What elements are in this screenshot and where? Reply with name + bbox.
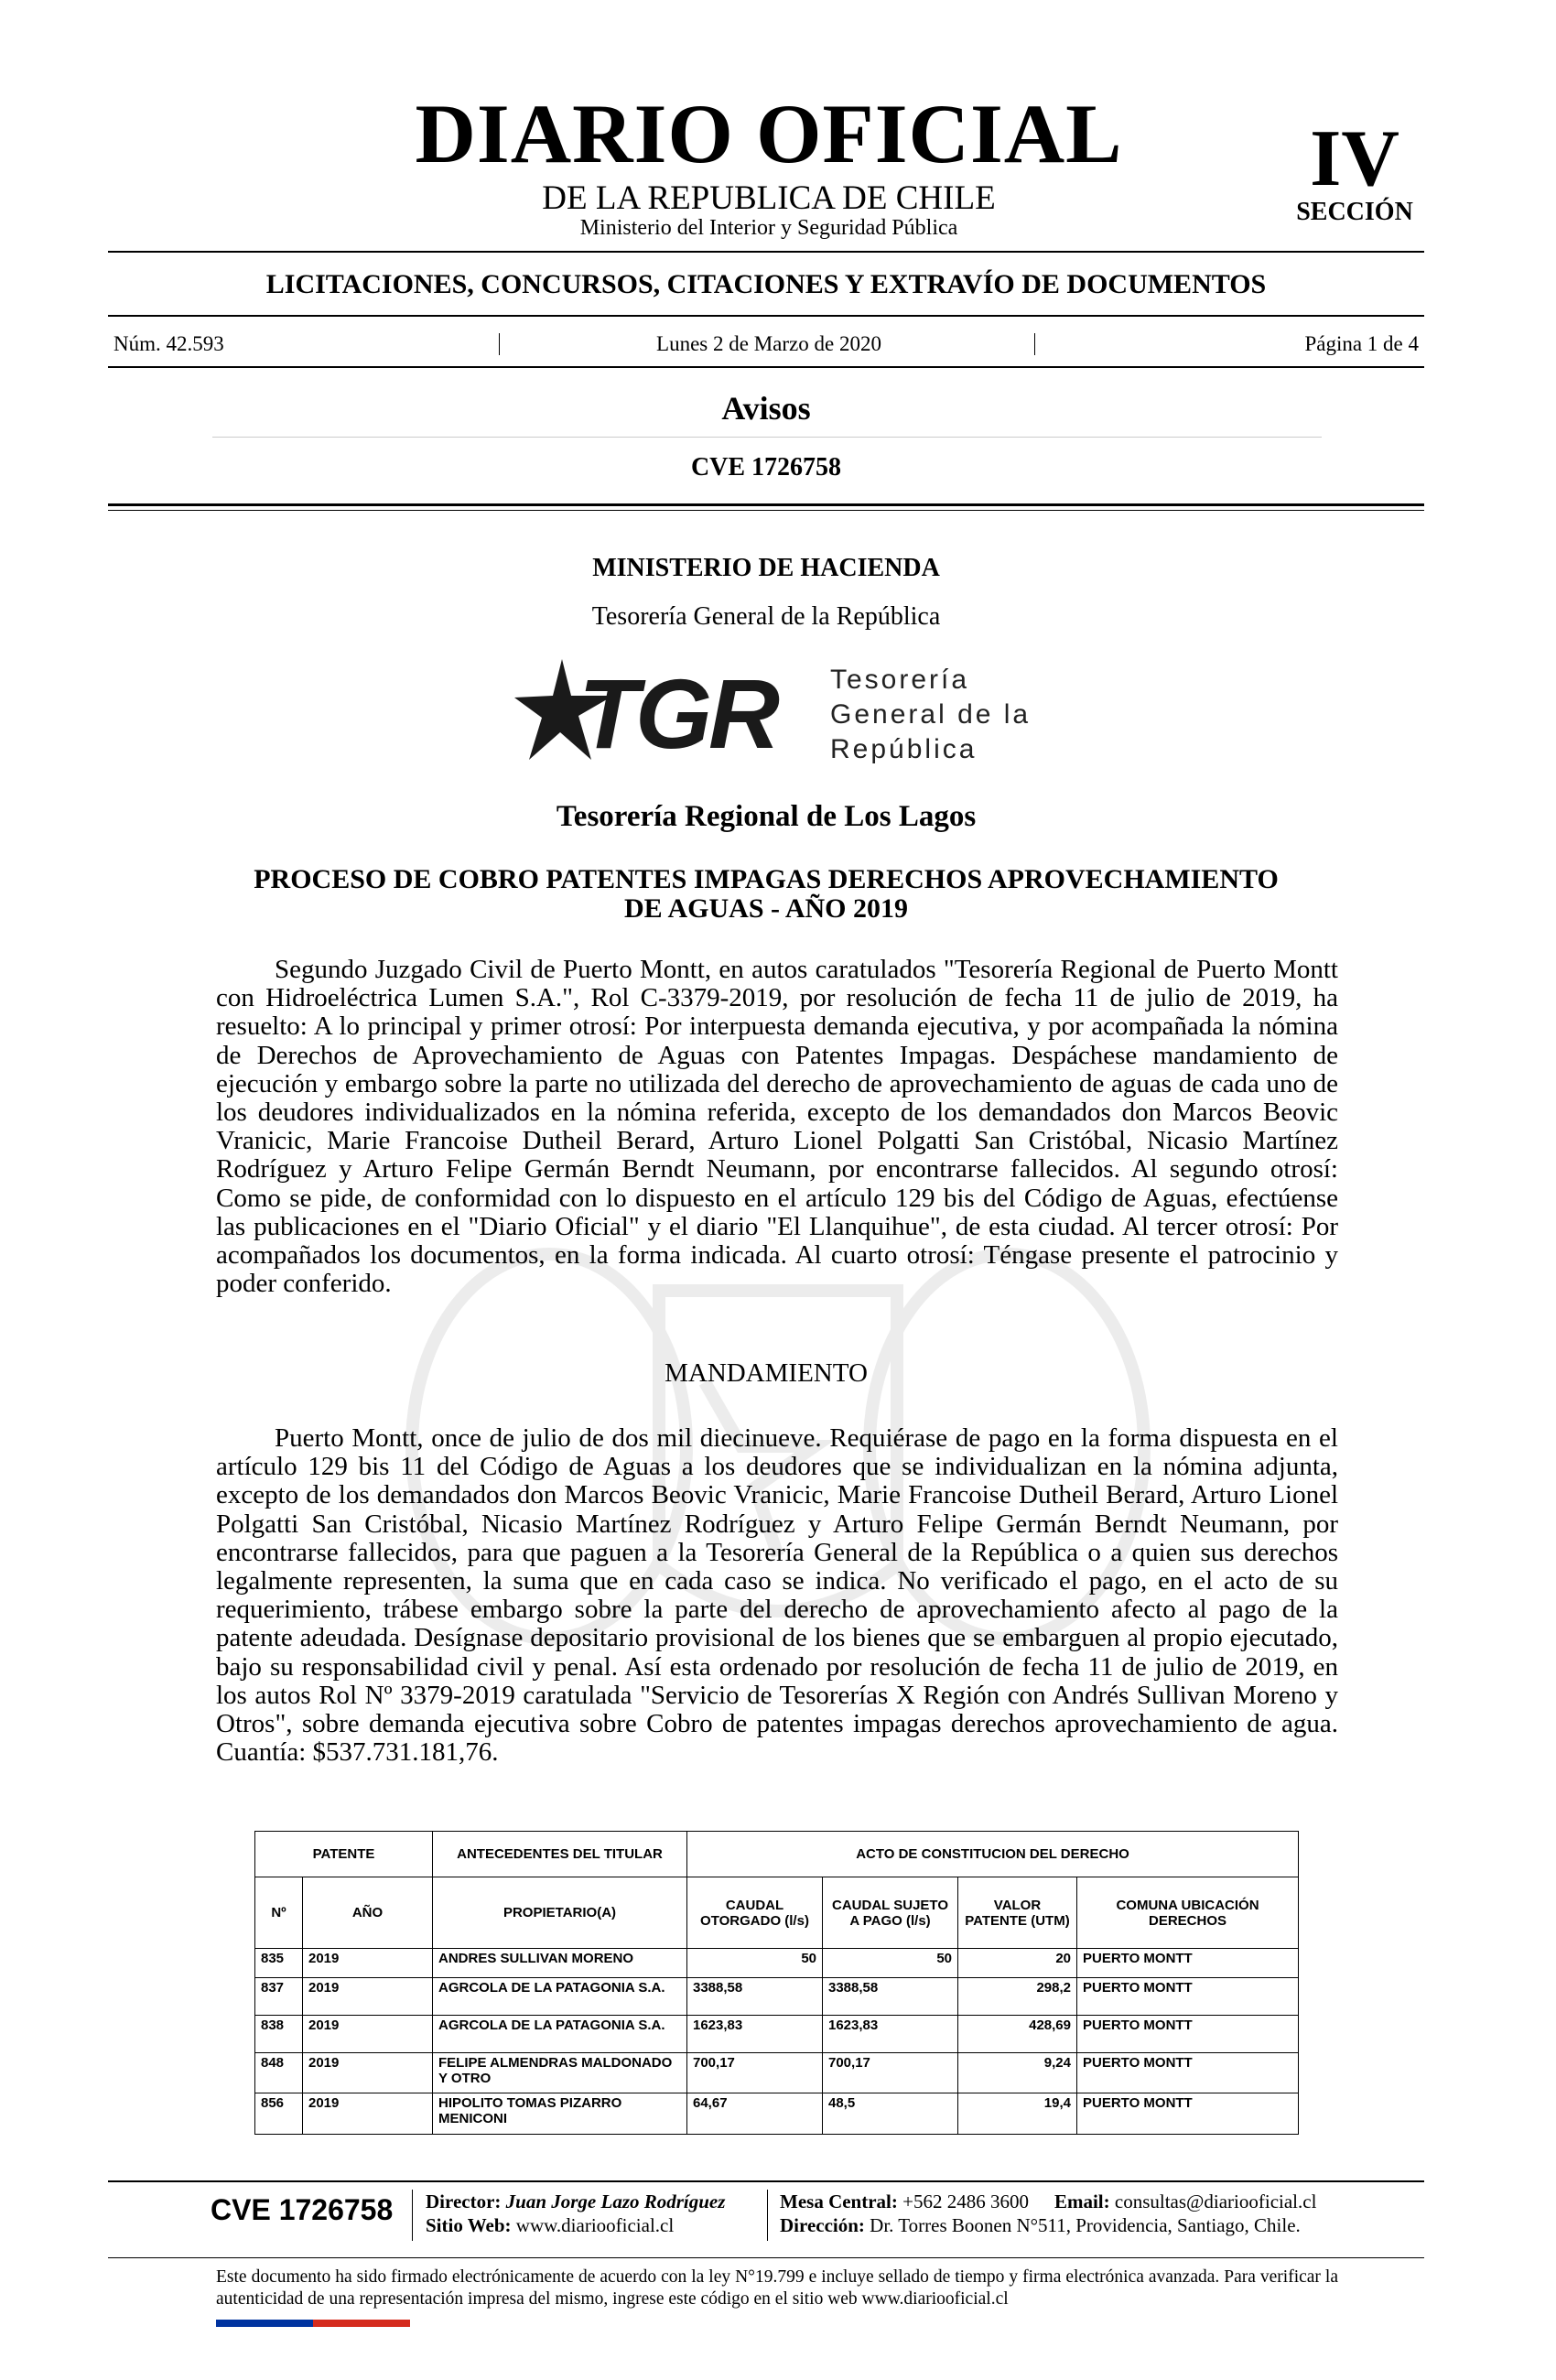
tgr-wordmark-line: General de la (830, 699, 1032, 730)
cell-number: 835 (255, 1949, 303, 1978)
address-text: Dr. Torres Boonen N°511, Providencia, Santiago, Chile. (870, 2214, 1301, 2236)
cell-granted-flow: 700,17 (687, 2052, 823, 2093)
legal-notice: Este documento ha sido firmado electrónicamente de acuerdo con la ley N°19.799 e incluye sellado de tiempo y firma electrónica avanzada. Para verificar la autenticidad de una representación impresa del mismo, ingrese este código en el sitio web www.diariooficial.cl (216, 2267, 1338, 2309)
director-line (426, 2190, 725, 2213)
cell-year: 2019 (303, 2052, 433, 2093)
address-label: Dirección: (780, 2214, 865, 2236)
footer-legal-rule (108, 2257, 1424, 2258)
column-header: Nº (255, 1877, 303, 1949)
table-row (255, 1949, 1299, 1978)
table-column-header-row (255, 1877, 1299, 1949)
masthead-rule (108, 251, 1424, 253)
cell-payable-flow: 1623,83 (823, 2016, 958, 2053)
director-name: Juan Jorge Lazo Rodríguez (505, 2191, 726, 2212)
cell-commune: PUERTO MONTT (1077, 2093, 1299, 2135)
cell-commune: PUERTO MONTT (1077, 2052, 1299, 2093)
cell-patent-value: 9,24 (958, 2052, 1077, 2093)
tgr-wordmark-line: República (830, 734, 978, 764)
footer-divider (767, 2190, 768, 2241)
cell-payable-flow: 3388,58 (823, 1978, 958, 2016)
group-header: PATENTE (255, 1832, 433, 1877)
cell-payable-flow: 700,17 (823, 2052, 958, 2093)
group-header: ACTO DE CONSTITUCION DEL DERECHO (687, 1832, 1299, 1877)
cell-commune: PUERTO MONTT (1077, 1949, 1299, 1978)
cell-commune: PUERTO MONTT (1077, 2016, 1299, 2053)
section-rule (108, 315, 1424, 317)
email-label: Email: (1054, 2191, 1110, 2212)
notice-title-line: PROCESO DE COBRO PATENTES IMPAGAS DERECHOS APROVECHAMIENTO (254, 864, 1279, 894)
cell-patent-value: 20 (958, 1949, 1077, 1978)
website-label: Sitio Web: (426, 2214, 512, 2236)
category-heading: Avisos (721, 390, 811, 427)
column-header: PROPIETARIO(A) (433, 1877, 687, 1949)
cell-owner: ANDRES SULLIVAN MORENO (433, 1949, 687, 1978)
cell-number: 837 (255, 1978, 303, 2016)
notice-title (183, 865, 1349, 925)
website-line (426, 2213, 725, 2237)
flag-stripe-blue (216, 2320, 313, 2327)
column-header: CAUDAL OTORGADO (l/s) (687, 1877, 823, 1949)
resolution-paragraph: Segundo Juzgado Civil de Puerto Montt, en autos caratulados "Tesorería Regional de Puerto Montt con Hidroeléctrica Lumen S.A.", Rol C-3379-2019, por resolución de fecha 11 de julio de 2019, ha resuelto: A lo principal y primer otrosí: Por interpuesta demanda ejecutiva, y por acompañada la nómina de Derechos de Aprovechamiento de Aguas con Patentes Impagas. Despáchese mandamiento de ejecución y embargo sobre la parte no utilizada del derecho de aprovechamiento de aguas de cada uno de los deudores individualizados en la nómina referida, excepto de los demandados don Marcos Beovic Vranicic, Marie Francoise Dutheil Berard, Arturo Lionel Polgatti San Cristóbal, Nicasio Martínez Rodríguez y Arturo Felipe Germán Berndt Neumann, por encontrarse fallecidos. Al segundo otrosí: Como se pide, de conformidad con lo dispuesto en el artículo 129 bis del Código de Aguas, efectúense las publicaciones en el "Diario Oficial" y el diario "El Llanquihue", de esta ciudad. Al tercer otrosí: Por acompañados los documentos, en la forma indicada. Al cuarto otrosí: Téngase presente el patrocinio y poder conferido. (216, 955, 1338, 1299)
cell-number: 838 (255, 2016, 303, 2053)
header-rule-thick (108, 503, 1424, 506)
meta-divider (499, 333, 500, 355)
meta-divider (1034, 333, 1035, 355)
tgr-wordmark (830, 663, 1031, 767)
mandamiento-heading: MANDAMIENTO (665, 1358, 868, 1388)
director-label: Director: (426, 2191, 502, 2212)
table-row (255, 2093, 1299, 2135)
masthead-title: DIARIO OFICIAL (415, 87, 1123, 180)
masthead-ministry: Ministerio del Interior y Seguridad Pública (579, 216, 958, 240)
table-row (255, 2016, 1299, 2053)
issue-date: Lunes 2 de Marzo de 2020 (656, 332, 881, 355)
column-header: AÑO (303, 1877, 433, 1949)
cell-number: 848 (255, 2052, 303, 2093)
footer-cve: CVE 1726758 (211, 2193, 394, 2226)
contact-line (780, 2190, 1316, 2213)
footer-contact-block (780, 2190, 1316, 2237)
cell-commune: PUERTO MONTT (1077, 1978, 1299, 2016)
cve-code: CVE 1726758 (690, 453, 842, 481)
column-header: CAUDAL SUJETO A PAGO (l/s) (823, 1877, 958, 1949)
notice-title-line: DE AGUAS - AÑO 2019 (623, 893, 909, 925)
cell-payable-flow: 48,5 (823, 2093, 958, 2135)
footer-divider (412, 2190, 413, 2241)
cell-granted-flow: 64,67 (687, 2093, 823, 2135)
masthead-subtitle: DE LA REPUBLICA DE CHILE (542, 179, 996, 217)
cell-year: 2019 (303, 2093, 433, 2135)
cell-year: 2019 (303, 1978, 433, 2016)
tgr-wordmark-line: Tesorería (830, 665, 970, 695)
phone-label: Mesa Central: (780, 2191, 898, 2212)
table-row (255, 1978, 1299, 2016)
cell-year: 2019 (303, 2016, 433, 2053)
cell-granted-flow: 3388,58 (687, 1978, 823, 2016)
column-header: VALOR PATENTE (UTM) (958, 1877, 1077, 1949)
footer-director-block (426, 2190, 725, 2237)
section-roman: IV (1310, 114, 1399, 203)
cell-owner: FELIPE ALMENDRAS MALDONADO Y OTRO (433, 2052, 687, 2093)
section-title: LICITACIONES, CONCURSOS, CITACIONES Y EXTRAVÍO DE DOCUMENTOS (265, 269, 1267, 299)
flag-stripe-red (313, 2320, 410, 2327)
column-header: COMUNA UBICACIÓN DERECHOS (1077, 1877, 1299, 1949)
email-link[interactable]: consultas@diariooficial.cl (1114, 2191, 1317, 2212)
cell-number: 856 (255, 2093, 303, 2135)
address-line (780, 2213, 1316, 2237)
cell-payable-flow: 50 (823, 1949, 958, 1978)
header-rule-thin (108, 510, 1424, 511)
website-link[interactable]: www.diariooficial.cl (515, 2214, 675, 2236)
agency-name: Tesorería General de la República (591, 602, 941, 631)
tgr-acronym: TGR (578, 658, 776, 769)
cell-granted-flow: 50 (687, 1949, 823, 1978)
debtors-table (254, 1831, 1299, 2135)
cell-owner: AGRCOLA DE LA PATAGONIA S.A. (433, 2016, 687, 2053)
mandamiento-paragraph: Puerto Montt, once de julio de dos mil diecinueve. Requiérase de pago en la forma dispuesta en el artículo 129 bis 11 del Código de Aguas a los deudores que se individualizan en la nómina adjunta, excepto de los demandados don Marcos Beovic Vranicic, Marie Francoise Dutheil Berard, Arturo Lionel Polgatti San Cristóbal, Nicasio Martínez Rodríguez y Arturo Felipe Germán Berndt Neumann, por encontrarse fallecidos, para que paguen a la Tesorería General de la República o a quien sus derechos legalmente representen, la suma que en cada caso se indica. No verificado el pago, en el acto de su requerimiento, trábese embargo sobre la parte del derecho de aprovechamiento afecto al pago de la patente adeudada. Desígnase depositario provisional de los bienes que se embarguen al propio ejecutado, bajo su responsabilidad civil y penal. Así esta ordenado por resolución de fecha 11 de julio de 2019, en los autos Rol Nº 3379-2019 caratulada "Servicio de Tesorerías X Región con Andrés Sullivan Moreno y Otros", sobre demanda ejecutiva sobre Cobro de patentes impagas derechos aprovechamiento de agua. Cuantía: $537.731.181,76. (216, 1423, 1338, 1768)
cell-year: 2019 (303, 1949, 433, 1978)
ministry-heading: MINISTERIO DE HACIENDA (592, 554, 940, 582)
cell-patent-value: 298,2 (958, 1978, 1077, 2016)
cell-owner: AGRCOLA DE LA PATAGONIA S.A. (433, 1978, 687, 2016)
category-rule (212, 437, 1322, 438)
section-label: SECCIÓN (1296, 198, 1413, 226)
meta-rule (108, 366, 1424, 368)
tgr-logo (514, 652, 1064, 771)
group-header: ANTECEDENTES DEL TITULAR (433, 1832, 687, 1877)
footer-rule (108, 2180, 1424, 2182)
table-group-header-row (255, 1832, 1299, 1877)
cell-patent-value: 19,4 (958, 2093, 1077, 2135)
cell-patent-value: 428,69 (958, 2016, 1077, 2053)
table-row (255, 2052, 1299, 2093)
phone-number: +562 2486 3600 (902, 2191, 1029, 2212)
cell-granted-flow: 1623,83 (687, 2016, 823, 2053)
regional-office: Tesorería Regional de Los Lagos (556, 800, 977, 833)
issue-number: Núm. 42.593 (113, 332, 224, 355)
cell-owner: HIPOLITO TOMAS PIZARRO MENICONI (433, 2093, 687, 2135)
page-number: Página 1 de 4 (1304, 332, 1419, 355)
